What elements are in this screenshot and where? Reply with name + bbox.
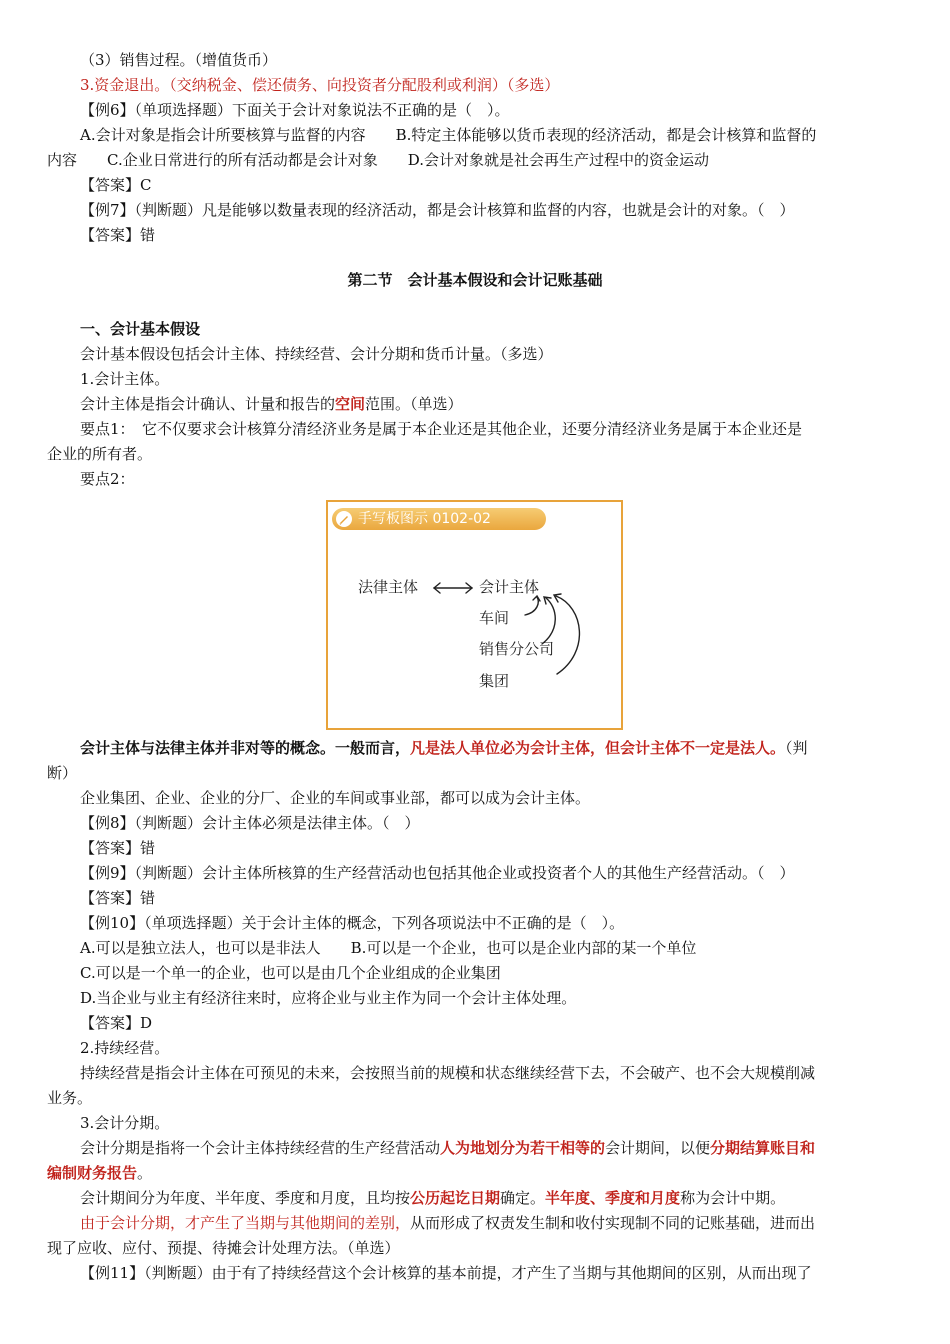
answer: 【答案】D [80,1014,153,1032]
example-options: C.可以是一个单一的企业，也可以是由几个企业组成的企业集团 [80,964,501,982]
text-span: 称为会计中期。 [680,1189,786,1207]
example-options: A.可以是独立法人，也可以是非法人 B.可以是一个企业，也可以是企业内部的某一个单位 [80,939,697,957]
text-line: 企业集团、企业、企业的分厂、企业的车间或事业部，都可以成为会计主体。 [80,789,591,807]
key-point-cont: 企业的所有者。 [47,445,153,463]
answer: 【答案】错 [80,226,156,244]
text-span: 确定。 [500,1189,546,1207]
accounting-entity-label: 会计主体 [479,578,540,596]
text-span: 会计期间，以便 [605,1139,711,1157]
text-span: （判 [785,739,808,757]
definition-line-cont [47,1161,903,1186]
highlight-span: 半年度、季度和月度 [545,1189,681,1207]
text-span: 范围。（单选） [365,395,463,413]
workshop-label: 车间 [479,609,510,627]
text-line-highlight: 3.资金退出。（交纳税金、偿还债务、向投资者分配股利或利润）（多选） [80,76,560,94]
definition-line [47,1136,903,1161]
text-line: 会计基本假设包括会计主体、持续经营、会计分期和货币计量。（多选） [80,345,553,363]
section-title: 第二节 会计基本假设和会计记账基础 [347,271,603,289]
definition-line: 持续经营是指会计主体在可预见的未来，会按照当前的规模和状态继续经营下去，不会破产、也不会大规模削减 [80,1064,816,1082]
document-page [47,48,903,1286]
branch-label: 销售分公司 [479,640,555,658]
text-span: 。 [137,1164,153,1182]
definition-line [47,392,903,417]
group-label: 集团 [479,672,510,690]
text-span: 会计分期是指将一个会计主体持续经营的生产经营活动 [80,1139,441,1157]
subsection-heading: 一、会计基本假设 [80,320,201,338]
highlight-span: 空间 [335,395,366,413]
text-span: 从而形成了权责发生制和收付实现制不同的记账基础，进而出 [410,1214,816,1232]
text-line: （3）销售过程。（增值货币） [80,51,278,69]
example-options-cont: 内容 C.企业日常进行的所有活动都是会计对象 D.会计对象就是社会再生产过程中的资金运动 [47,151,709,169]
highlight-span: 由于会计分期，才产生了当期与其他期间的差别， [80,1214,411,1232]
highlight-span: 分期结算账目和 [710,1139,816,1157]
bold-span: 会计主体与法律主体并非对等的概念。一般而言， [80,739,411,757]
handwriting-figure [326,500,623,730]
answer: 【答案】错 [80,889,156,907]
text-span: 会计主体是指会计确认、计量和报告的 [80,395,336,413]
example-question: 【例9】（判断题）会计主体所核算的生产经营活动也包括其他企业或投资者个人的其他生产经营活动。（ ） [80,864,795,882]
key-point: 要点1： 它不仅要求会计核算分清经济业务是属于本企业还是其他企业，还要分清经济业务是属于本企业还是 [80,420,803,438]
key-statement [47,736,903,761]
relation-arrows [328,502,621,728]
text-line [47,1186,903,1211]
example-question: 【例7】（判断题）凡是能够以数量表现的经济活动，都是会计核算和监督的内容，也就是会计的对象。（ ） [80,201,795,219]
highlight-span: 凡是法人单位必为会计主体，但会计主体不一定是法人。 [410,739,786,757]
highlight-span: 人为地划分为若干相等的 [440,1139,606,1157]
highlight-span: 公历起讫日期 [410,1189,501,1207]
example-question: 【例8】（判断题）会计主体必须是法律主体。（ ） [80,814,420,832]
key-statement-cont: 断） [47,764,78,782]
key-point: 要点2： [80,470,135,488]
figure-tag-label: 手写板图示 0102-02 [358,511,491,527]
item-heading: 2.持续经营。 [80,1039,170,1057]
example-question: 【例10】（单项选择题）关于会计主体的概念，下列各项说法中不正确的是（ ）。 [80,914,625,932]
example-options: A.会计对象是指会计所要核算与监督的内容 B.特定主体能够以货币表现的经济活动，都是会计核算和监督的 [80,126,817,144]
text-line [47,1211,903,1236]
example-question: 【例6】（单项选择题）下面关于会计对象说法不正确的是（ ）。 [80,101,510,119]
legal-entity-label: 法律主体 [358,578,419,596]
figure-container [47,492,903,736]
item-heading: 3.会计分期。 [80,1114,170,1132]
answer: 【答案】C [80,176,152,194]
example-options: D.当企业与业主有经济往来时，应将企业与业主作为同一个会计主体处理。 [80,989,577,1007]
answer: 【答案】错 [80,839,156,857]
highlight-span: 编制财务报告 [47,1164,138,1182]
text-span: 会计期间分为年度、半年度、季度和月度，且均按 [80,1189,411,1207]
example-question: 【例11】（判断题）由于有了持续经营这个会计核算的基本前提，才产生了当期与其他期间的区别，从而出现了 [80,1264,812,1282]
definition-line-cont: 业务。 [47,1089,93,1107]
text-line-cont: 现了应收、应付、预提、待摊会计处理方法。（单选） [47,1239,400,1257]
item-heading: 1.会计主体。 [80,370,170,388]
